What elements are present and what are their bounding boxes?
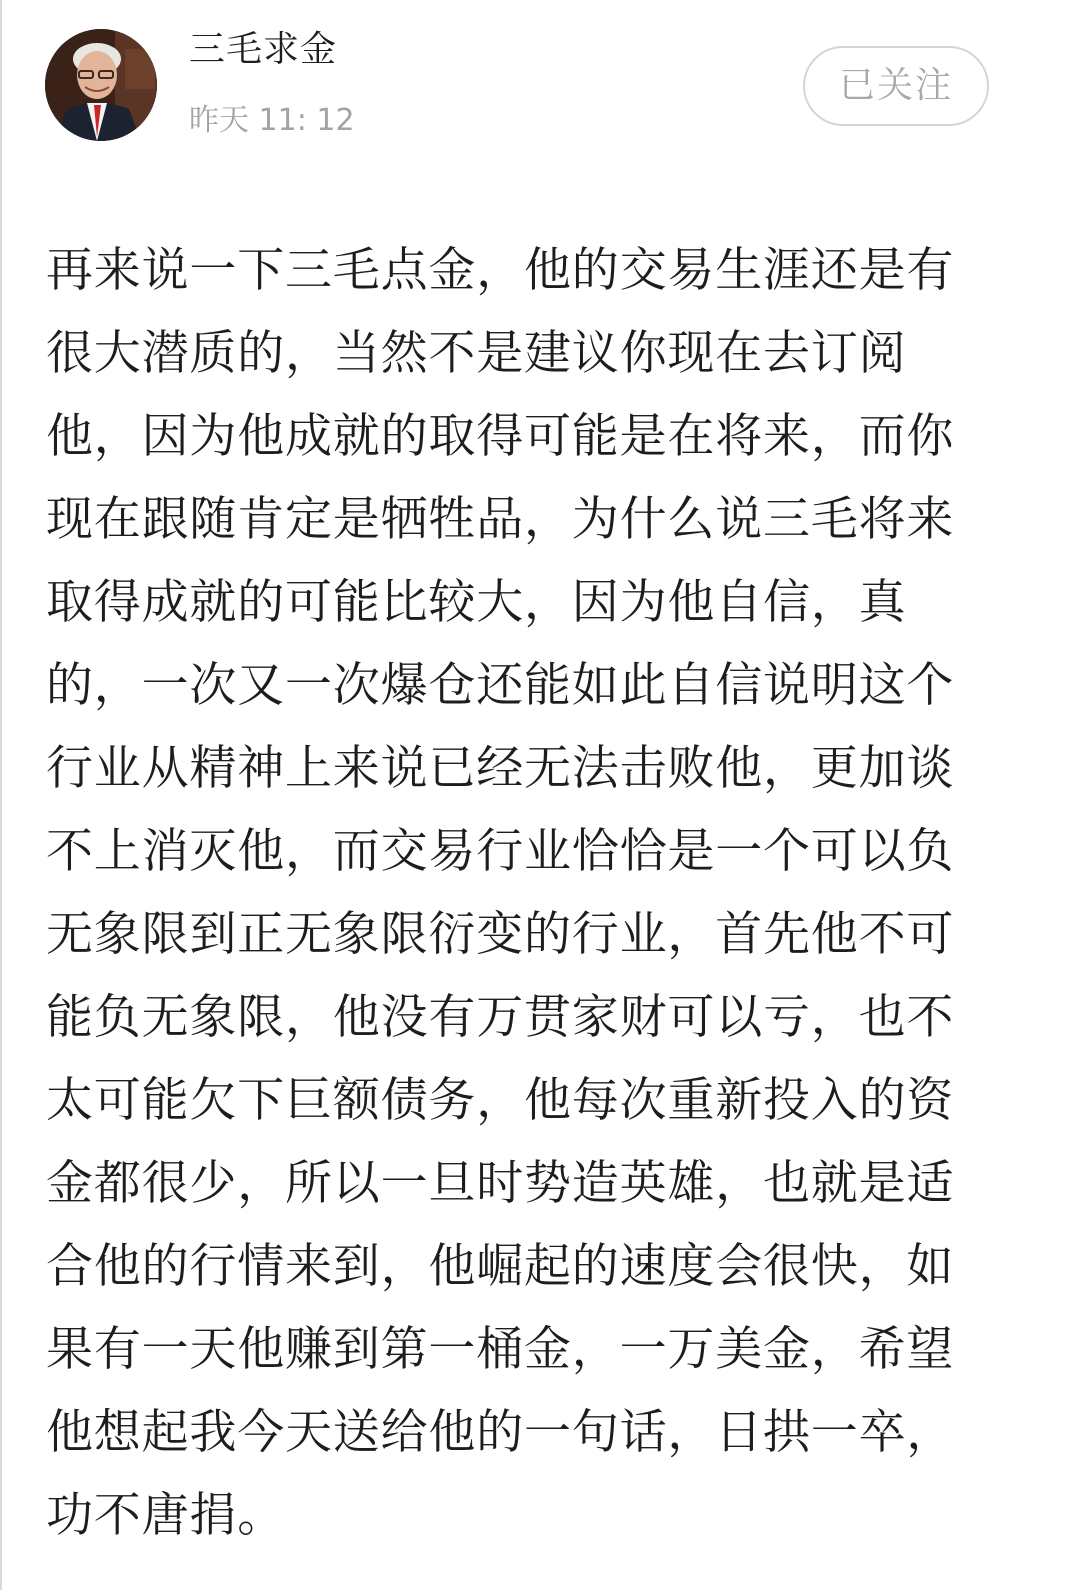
left-border-divider: [0, 0, 2, 1590]
author-name[interactable]: 三毛求金: [189, 29, 338, 70]
follow-button[interactable]: 已关注: [803, 46, 989, 126]
post-body-line: 的，一次又一次爆仓还能如此自信说明这个: [46, 658, 955, 713]
post-body-line: 现在跟随肯定是牺牲品，为什么说三毛将来: [46, 492, 955, 547]
post-header: [0, 0, 1080, 190]
post-body-line: 行业从精神上来说已经无法击败他，更加谈: [46, 741, 955, 796]
post-body-line: 很大潜质的，当然不是建议你现在去订阅: [46, 326, 907, 381]
post-body-line: 不上消灭他，而交易行业恰恰是一个可以负: [46, 824, 955, 879]
post-body: [46, 229, 1006, 1557]
post-body-line: 再来说一下三毛点金，他的交易生涯还是有: [46, 243, 955, 298]
post-body-line: 能负无象限，他没有万贯家财可以亏，也不: [46, 990, 955, 1045]
post-body-line: 功不唐捐。: [46, 1488, 285, 1543]
post-body-line: 合他的行情来到，他崛起的速度会很快，如: [46, 1239, 955, 1294]
post-body-line: 果有一天他赚到第一桶金，一万美金，希望: [46, 1322, 955, 1377]
author-avatar[interactable]: [45, 29, 157, 141]
post-body-line: 无象限到正无象限衍变的行业，首先他不可: [46, 907, 955, 962]
post-timestamp: 昨天 11: 12: [189, 103, 355, 138]
post-body-line: 他想起我今天送给他的一句话，日拱一卒，: [46, 1405, 955, 1460]
post-body-line: 金都很少，所以一旦时势造英雄，也就是适: [46, 1156, 955, 1211]
post-body-line: 取得成就的可能比较大，因为他自信，真: [46, 575, 907, 630]
post-body-line: 太可能欠下巨额债务，他每次重新投入的资: [46, 1073, 955, 1128]
avatar-portrait-icon: [45, 29, 157, 141]
post-body-line: 他，因为他成就的取得可能是在将来，而你: [46, 409, 955, 464]
